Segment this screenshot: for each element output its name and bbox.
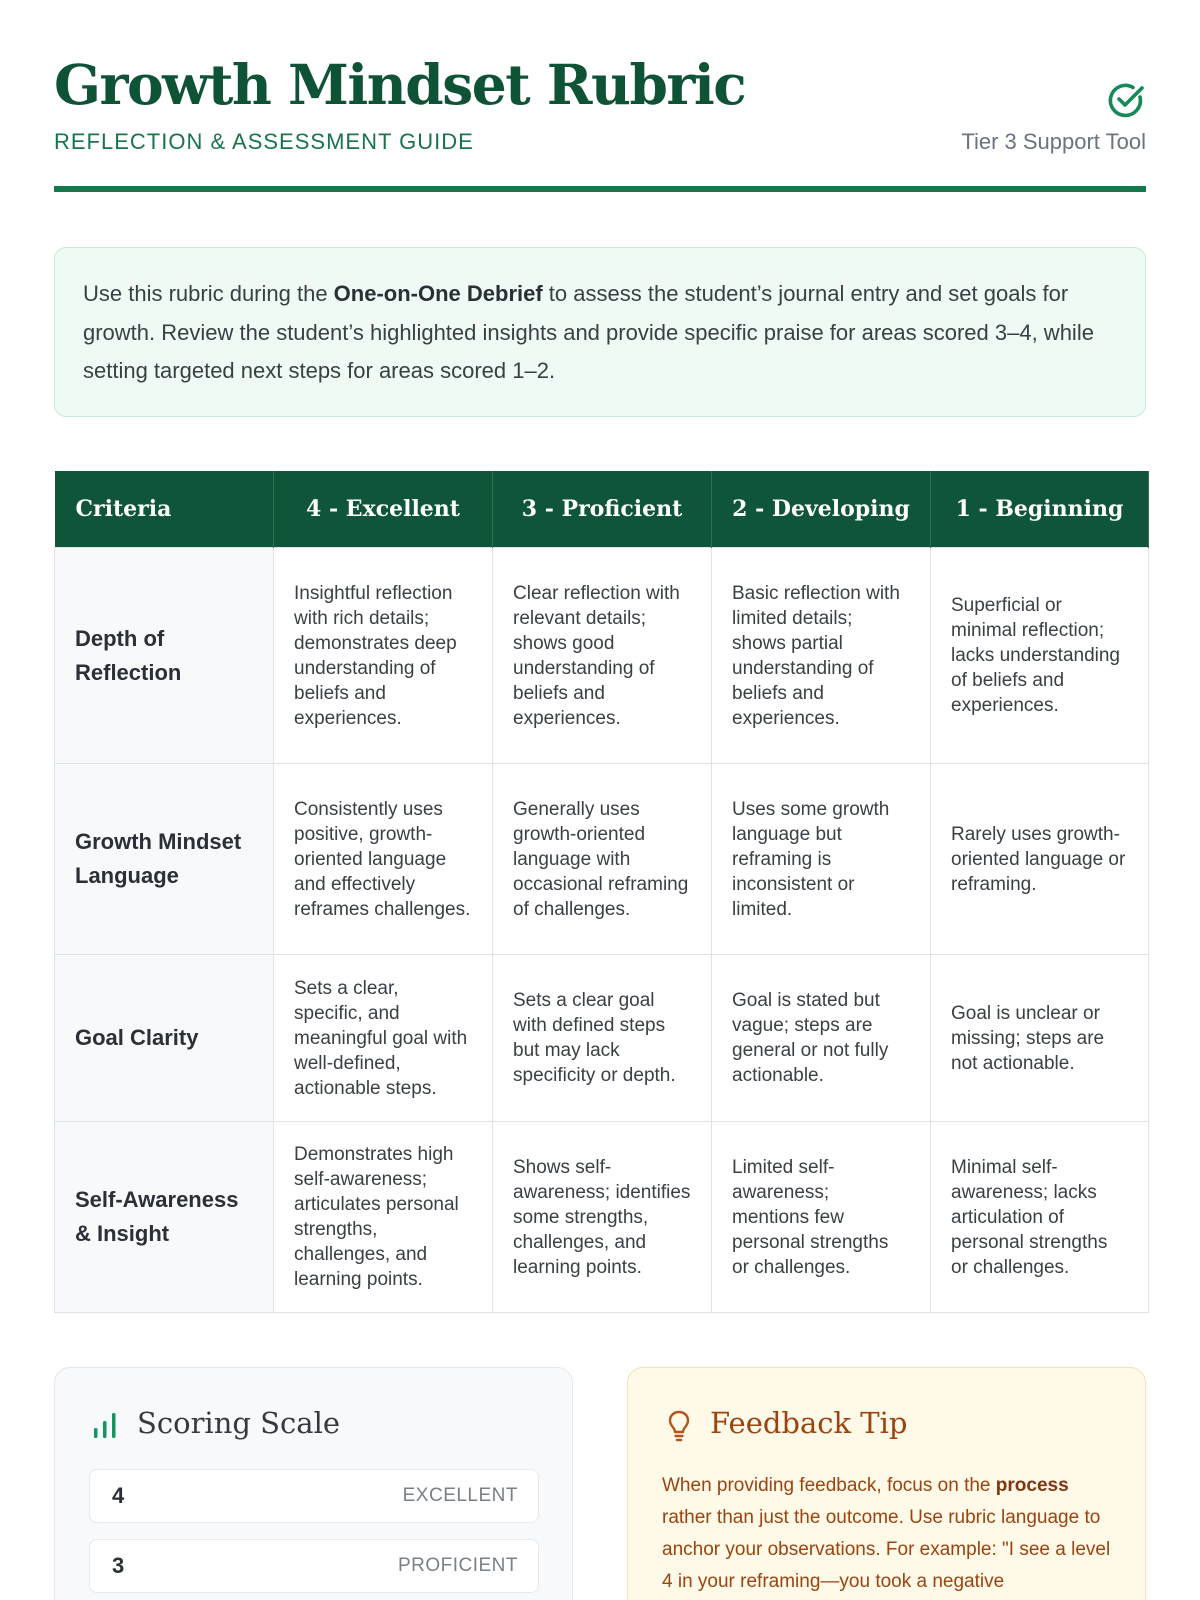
check-circle-icon [1106,80,1146,120]
intro-text-start: Use this rubric during the [83,281,334,306]
descriptor-cell: Superficial or minimal reflection; lacks understanding of beliefs and experiences. [931,548,1149,764]
descriptor-cell: Clear reflection with relevant details; shows good understanding of beliefs and experiences. [493,548,712,764]
column-header-developing: 2 - Developing [712,471,931,548]
tip-text-start: When providing feedback, focus on the [662,1475,996,1496]
page-header [54,0,1146,190]
tip-text-bold: process [995,1475,1069,1496]
column-header-excellent: 4 - Excellent [274,471,493,548]
column-header-proficient: 3 - Proficient [493,471,712,548]
tier-label: Tier 3 Support Tool [961,129,1146,154]
scoring-scale-card [54,1367,573,1600]
descriptor-cell: Uses some growth language but reframing is inconsistent or limited. [712,764,931,955]
scale-score: 3 [112,1553,125,1578]
descriptor-cell: Sets a clear, specific, and meaningful goal with well-defined, actionable steps. [274,955,493,1122]
scale-level-label: PROFICIENT [397,1555,518,1576]
column-header-beginning: 1 - Beginning [931,471,1149,548]
feedback-tip-title: Feedback Tip [710,1406,908,1440]
table-row [55,764,1149,955]
descriptor-cell: Goal is unclear or missing; steps are not actionable. [931,955,1149,1122]
descriptor-cell: Limited self-awareness; mentions few personal strengths or challenges. [712,1122,931,1313]
bar-chart-icon [91,1408,121,1444]
descriptor-cell: Rarely uses growth-oriented language or reframing. [931,764,1149,955]
page-subtitle: REFLECTION & ASSESSMENT GUIDE [54,129,474,154]
descriptor-cell: Minimal self-awareness; lacks articulation of personal strengths or challenges. [931,1122,1149,1313]
descriptor-cell: Shows self-awareness; identifies some strengths, challenges, and learning points. [493,1122,712,1313]
scale-row [89,1469,539,1523]
descriptor-cell: Insightful reflection with rich details; demonstrates deep understanding of beliefs and experiences. [274,548,493,764]
intro-box [54,247,1146,417]
feedback-tip-text [662,1470,1114,1598]
feedback-tip-card [627,1367,1146,1600]
criteria-cell: Growth Mindset Language [55,764,274,955]
descriptor-cell: Demonstrates high self-awareness; articulates personal strengths, challenges, and learning points. [274,1122,493,1313]
descriptor-cell: Sets a clear goal with defined steps but may lack specificity or depth. [493,955,712,1122]
intro-text-end: to assess the student’s journal entry and set goals for growth. Review the student’s highlighted insights and provide specific praise for areas scored 3–4, while setting targeted next steps for areas scored 1–2. [83,281,1094,383]
scoring-scale-title: Scoring Scale [137,1406,340,1440]
criteria-cell: Goal Clarity [55,955,274,1122]
scale-level-label: EXCELLENT [402,1485,518,1506]
lightbulb-icon [664,1408,694,1444]
tip-text-end: rather than just the outcome. Use rubric language to anchor your observations. For example: "I see a level 4 in your reframing—you took a negative [662,1507,1111,1592]
descriptor-cell: Consistently uses positive, growth-oriented language and effectively reframes challenges. [274,764,493,955]
scale-row [89,1539,539,1593]
page-title: Growth Mindset Rubric [54,52,746,117]
criteria-cell: Self-Awareness & Insight [55,1122,274,1313]
descriptor-cell: Generally uses growth-oriented language with occasional reframing of challenges. [493,764,712,955]
table-row [55,548,1149,764]
descriptor-cell: Goal is stated but vague; steps are general or not fully actionable. [712,955,931,1122]
scale-score: 4 [112,1483,125,1508]
intro-text-bold: One-on-One Debrief [333,281,543,306]
descriptor-cell: Basic reflection with limited details; shows partial understanding of beliefs and experiences. [712,548,931,764]
table-header-row [55,471,1149,548]
column-header-criteria: Criteria [55,471,274,548]
rubric-page [54,0,1146,1592]
table-row [55,1122,1149,1313]
criteria-cell: Depth of Reflection [55,548,274,764]
header-divider [54,186,1146,192]
table-row [55,955,1149,1122]
rubric-table [54,471,1149,1313]
